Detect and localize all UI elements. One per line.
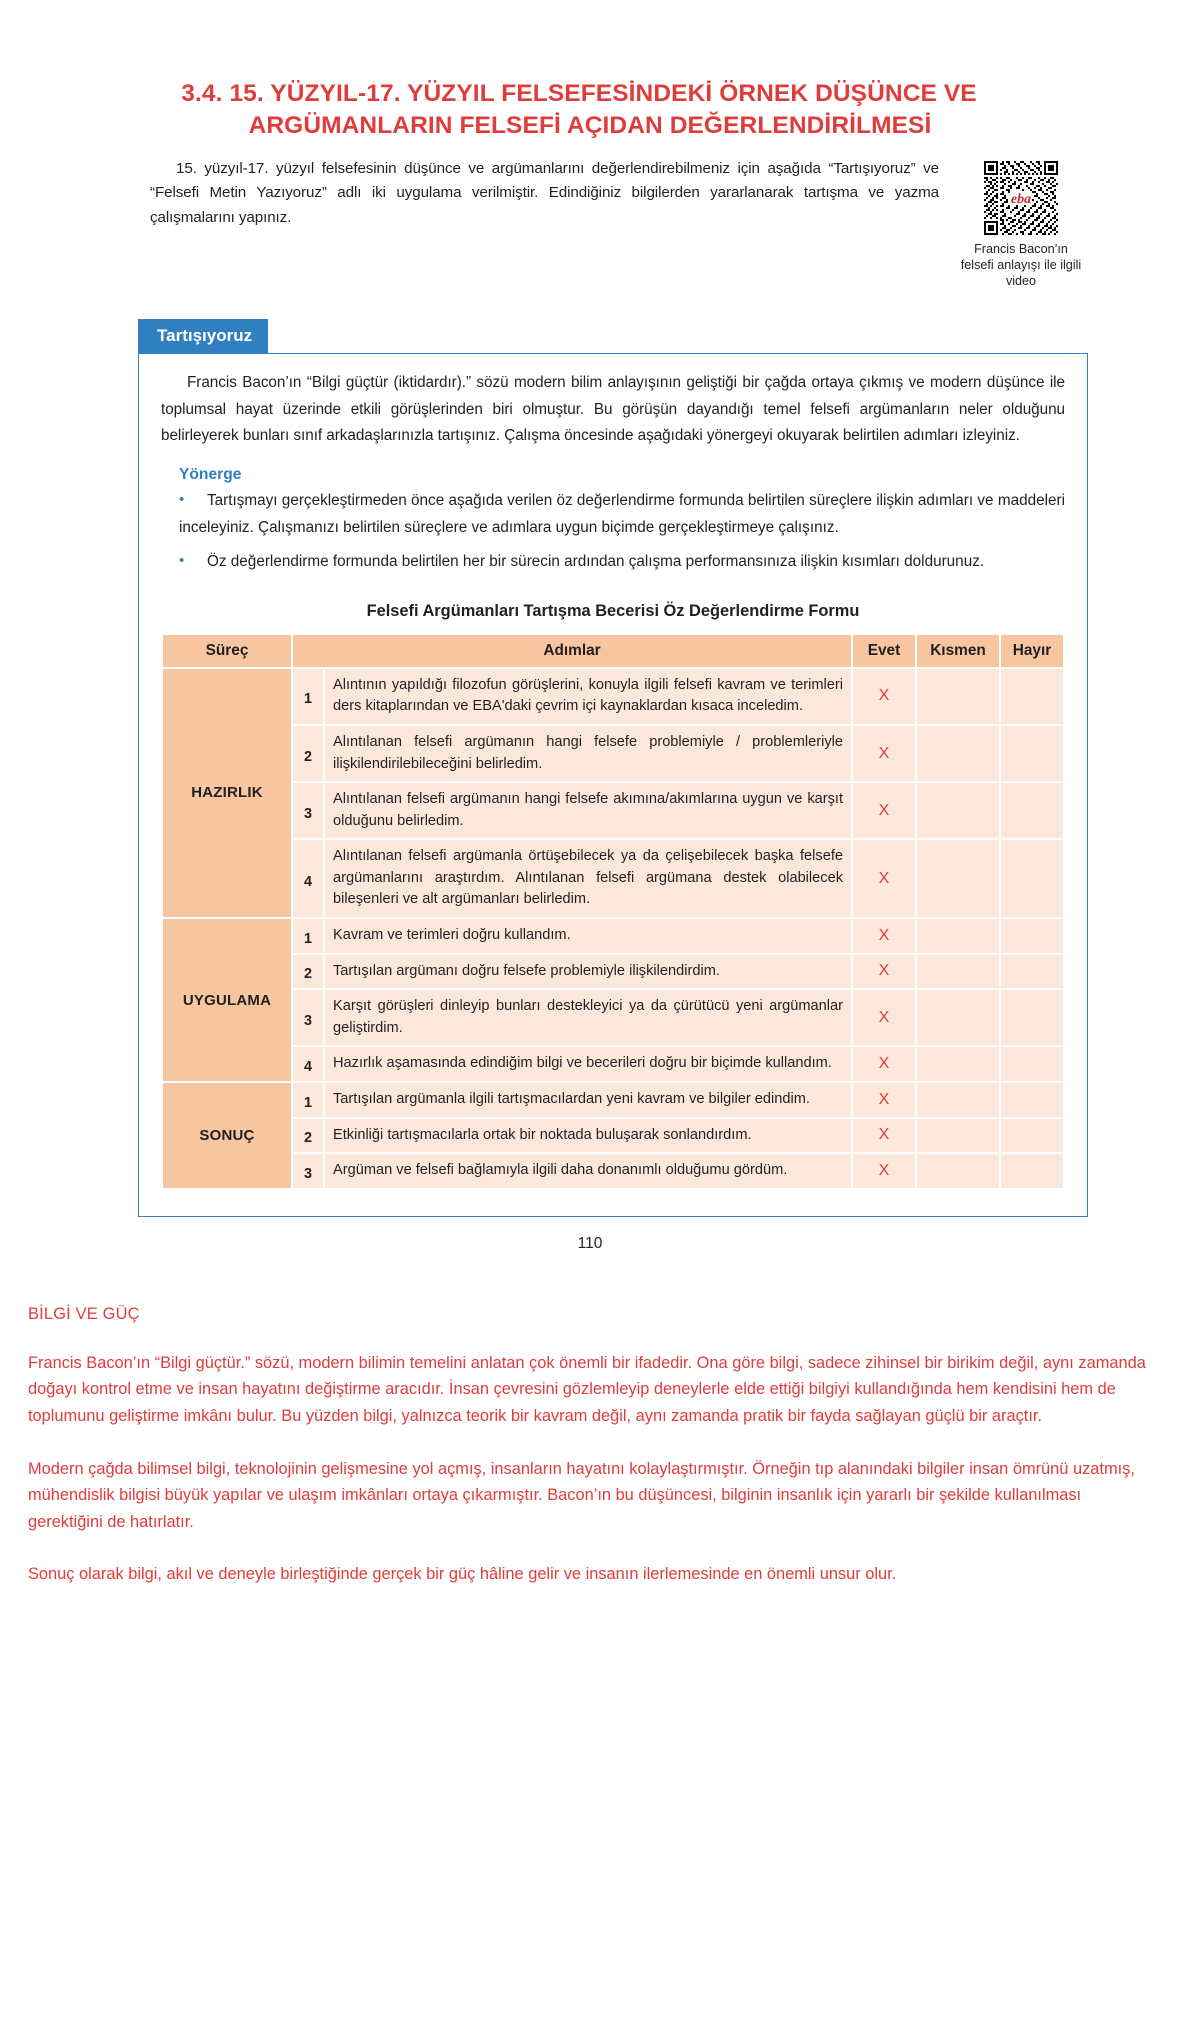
step-number: 1 bbox=[293, 1083, 323, 1117]
checkbox-cell-evet[interactable]: X bbox=[853, 1083, 915, 1117]
step-number: 3 bbox=[293, 1154, 323, 1188]
checkbox-cell-hayir[interactable] bbox=[1001, 1154, 1063, 1188]
activity-tab bbox=[138, 319, 1088, 353]
step-text: Alıntılanan felsefi argümanın hangi felsefe akımına/akımlarına uygun ve karşıt olduğunu belirledim. bbox=[325, 783, 851, 838]
checkbox-cell-kismen[interactable] bbox=[917, 1047, 999, 1081]
table-row bbox=[163, 783, 1063, 838]
activity-box bbox=[138, 353, 1088, 1217]
checkbox-cell-evet[interactable]: X bbox=[853, 783, 915, 838]
checkbox-cell-kismen[interactable] bbox=[917, 1154, 999, 1188]
eba-logo-text: eba bbox=[1010, 191, 1032, 207]
checkbox-cell-hayir[interactable] bbox=[1001, 919, 1063, 953]
activity-paragraph: Francis Bacon’ın “Bilgi güçtür (iktidardır).” sözü modern bilim anlayışının geliştiği bir çağda ortaya çıkmış ve modern düşünce ile toplumsal hayat üzerinde etkili görüşlerinden biri olmuştur. Bu görüşün dayandığı temel felsefi argümanların neler olduğunu belirleyerek bunları sınıf arkadaşlarınızla tartışınız. Çalışma öncesinde aşağıdaki yönergeyi okuyarak belirtilen adımları izleyiniz. bbox=[161, 374, 1065, 445]
step-number: 2 bbox=[293, 726, 323, 781]
step-number: 4 bbox=[293, 1047, 323, 1081]
tab-accent-bar bbox=[138, 319, 147, 353]
checkbox-cell-hayir[interactable] bbox=[1001, 669, 1063, 724]
yonerge-bullet-1-text: Tartışmayı gerçekleştirmeden önce aşağıda verilen öz değerlendirme formunda belirtilen süreçlere ilişkin adımları ve maddeleri inceleyiniz. Çalışmanızı belirtilen süreçlere ve adımlara uygun biçimde gerçekleştirmeye çalışınız. bbox=[179, 491, 1065, 536]
bullet-dot-icon: • bbox=[179, 552, 185, 570]
table-row bbox=[163, 919, 1063, 953]
essay-body bbox=[28, 1350, 1152, 1588]
yonerge-heading: Yönerge bbox=[179, 465, 242, 483]
step-number: 2 bbox=[293, 955, 323, 989]
checkbox-cell-hayir[interactable] bbox=[1001, 990, 1063, 1045]
table-body bbox=[163, 669, 1063, 1188]
step-text: Hazırlık aşamasında edindiğim bilgi ve becerileri doğru bir biçimde kullandım. bbox=[325, 1047, 851, 1081]
qr-caption: Francis Bacon’ın felsefi anlayışı ile ilgili video bbox=[960, 241, 1082, 288]
bullet-dot-icon: • bbox=[179, 490, 185, 508]
activity-section bbox=[138, 319, 1088, 1217]
step-text: Alıntılanan felsefi argümanın hangi felsefe problemiyle / problemleriyle ilişkilendirilebileceğini belirledim. bbox=[325, 726, 851, 781]
intro-text bbox=[150, 157, 957, 231]
qr-column bbox=[957, 157, 1085, 289]
table-row bbox=[163, 1083, 1063, 1117]
step-text: Alıntılanan felsefi argümanla örtüşebilecek ya da çelişebilecek başka felsefe argümanlarını araştırdım. Alıntılanan felsefi argümana destek olabilecek bileşenleri ve alt argümanları belirledim. bbox=[325, 840, 851, 917]
checkbox-cell-evet[interactable]: X bbox=[853, 955, 915, 989]
checkbox-cell-evet[interactable]: X bbox=[853, 1119, 915, 1153]
step-number: 3 bbox=[293, 990, 323, 1045]
table-row bbox=[163, 1119, 1063, 1153]
essay-heading: BİLGİ VE GÜÇ bbox=[28, 1304, 140, 1323]
step-number: 3 bbox=[293, 783, 323, 838]
page-number: 110 bbox=[577, 1234, 603, 1252]
page-title-line-2: ARGÜMANLARIN FELSEFİ AÇIDAN DEĞERLENDİRİLMESİ bbox=[248, 112, 932, 140]
checkbox-cell-hayir[interactable] bbox=[1001, 955, 1063, 989]
checkbox-cell-kismen[interactable] bbox=[917, 1083, 999, 1117]
header-kismen: Kısmen bbox=[917, 635, 999, 667]
checkbox-cell-evet[interactable]: X bbox=[853, 840, 915, 917]
process-group-label: SONUÇ bbox=[163, 1083, 291, 1188]
table-header-row bbox=[163, 635, 1063, 667]
checkbox-cell-kismen[interactable] bbox=[917, 1119, 999, 1153]
checkbox-cell-hayir[interactable] bbox=[1001, 1119, 1063, 1153]
self-assessment-form bbox=[161, 633, 1065, 1190]
checkbox-cell-hayir[interactable] bbox=[1001, 1047, 1063, 1081]
step-text: Alıntının yapıldığı filozofun görüşlerini, konuyla ilgili felsefi kavram ve terimleri ders kitaplarından ve EBA'daki çevrim içi kaynaklardan kısaca inceledim. bbox=[325, 669, 851, 724]
step-number: 1 bbox=[293, 669, 323, 724]
intro-paragraph: 15. yüzyıl-17. yüzyıl felsefesinin düşünce ve argümanlarını değerlendirebilmeniz için aşağıda “Tartışıyoruz” ve “Felsefi Metin Yazıyoruz” adlı iki uygulama verilmiştir. Edindiğiniz bilgilerden yararlanarak tartışma ve yazma çalışmalarını yapınız. bbox=[150, 159, 939, 226]
page-title-line-1: 3.4. 15. YÜZYIL-17. YÜZYIL FELSEFESİNDEKİ ÖRNEK DÜŞÜNCE VE bbox=[181, 80, 977, 107]
table-row bbox=[163, 955, 1063, 989]
checkbox-cell-evet[interactable]: X bbox=[853, 669, 915, 724]
essay-paragraph: Francis Bacon’ın “Bilgi güçtür.” sözü, modern bilimin temelini anlatan çok önemli bir ifadedir. Ona göre bilgi, sadece zihinsel bir birikim değil, aynı zamanda doğayı kontrol etme ve insan hayatını değiştirme aracıdır. İnsan çevresini gözlemleyip deneylerle elde ettiği bilgiyi kullandığında hem kendisini hem de toplumunu geliştirme imkânı bulur. Bu yüzden bilgi, yalnızca teorik bir kavram değil, aynı zamanda pratik bir fayda sağlayan güçlü bir araçtır. bbox=[28, 1353, 1146, 1425]
checkbox-cell-hayir[interactable] bbox=[1001, 726, 1063, 781]
checkbox-cell-kismen[interactable] bbox=[917, 990, 999, 1045]
checkbox-cell-evet[interactable]: X bbox=[853, 919, 915, 953]
table-row bbox=[163, 1047, 1063, 1081]
page-title bbox=[0, 0, 1180, 143]
essay-paragraph: Modern çağda bilimsel bilgi, teknolojinin gelişmesine yol açmış, insanların hayatını kolaylaştırmıştır. Örneğin tıp alanındaki bilgiler insan ömrünü uzatmış, mühendislik bilgisi büyük yapılar ve ulaşım imkânları ortaya çıkarmıştır. Bacon’ın bu düşüncesi, bilginin insanlık için yararlı bir şekilde kullanılması gerektiğini de hatırlatır. bbox=[28, 1459, 1135, 1531]
checkbox-cell-kismen[interactable] bbox=[917, 726, 999, 781]
step-text: Kavram ve terimleri doğru kullandım. bbox=[325, 919, 851, 953]
step-text: Karşıt görüşleri dinleyip bunları destekleyici ya da çürütücü yeni argümanlar geliştirdim. bbox=[325, 990, 851, 1045]
step-text: Tartışılan argümanla ilgili tartışmacılardan yeni kavram ve bilgiler edindim. bbox=[325, 1083, 851, 1117]
checkbox-cell-kismen[interactable] bbox=[917, 669, 999, 724]
table-row bbox=[163, 726, 1063, 781]
checkbox-cell-evet[interactable]: X bbox=[853, 1047, 915, 1081]
checkbox-cell-kismen[interactable] bbox=[917, 919, 999, 953]
table-row bbox=[163, 669, 1063, 724]
checkbox-cell-evet[interactable]: X bbox=[853, 990, 915, 1045]
header-hayir: Hayır bbox=[1001, 635, 1063, 667]
header-surec: Süreç bbox=[163, 635, 291, 667]
step-text: Etkinliği tartışmacılarla ortak bir noktada buluşarak sonlandırdım. bbox=[325, 1119, 851, 1153]
form-title: Felsefi Argümanları Tartışma Becerisi Öz Değerlendirme Formu bbox=[366, 601, 860, 620]
checkbox-cell-hayir[interactable] bbox=[1001, 783, 1063, 838]
step-number: 1 bbox=[293, 919, 323, 953]
step-number: 4 bbox=[293, 840, 323, 917]
intro-section bbox=[0, 143, 1180, 289]
header-evet: Evet bbox=[853, 635, 915, 667]
header-adimlar: Adımlar bbox=[293, 635, 851, 667]
table-row bbox=[163, 840, 1063, 917]
yonerge-bullet-2-text: Öz değerlendirme formunda belirtilen her bir sürecin ardından çalışma performansınıza ilişkin kısımları doldurunuz. bbox=[207, 553, 985, 571]
process-group-label: UYGULAMA bbox=[163, 919, 291, 1081]
table-row bbox=[163, 990, 1063, 1045]
qr-code-icon[interactable] bbox=[984, 161, 1058, 235]
checkbox-cell-hayir[interactable] bbox=[1001, 840, 1063, 917]
activity-tab-label: Tartışıyoruz bbox=[147, 319, 268, 353]
checkbox-cell-hayir[interactable] bbox=[1001, 1083, 1063, 1117]
essay-section bbox=[0, 1253, 1180, 1614]
yonerge-bullet-2 bbox=[161, 549, 1065, 576]
checkbox-cell-kismen[interactable] bbox=[917, 783, 999, 838]
step-text: Argüman ve felsefi bağlamıyla ilgili daha donanımlı olduğumu gördüm. bbox=[325, 1154, 851, 1188]
process-group-label: HAZIRLIK bbox=[163, 669, 291, 917]
checkbox-cell-evet[interactable]: X bbox=[853, 726, 915, 781]
yonerge-bullet-1 bbox=[161, 488, 1065, 541]
essay-paragraph: Sonuç olarak bilgi, akıl ve deneyle birleştiğinde gerçek bir güç hâline gelir ve insanın ilerlemesinde en önemli unsur olur. bbox=[28, 1565, 897, 1584]
table-row bbox=[163, 1154, 1063, 1188]
qr-code-svg bbox=[984, 161, 1058, 235]
step-text: Tartışılan argümanı doğru felsefe problemiyle ilişkilendirdim. bbox=[325, 955, 851, 989]
checkbox-cell-evet[interactable]: X bbox=[853, 1154, 915, 1188]
checkbox-cell-kismen[interactable] bbox=[917, 955, 999, 989]
step-number: 2 bbox=[293, 1119, 323, 1153]
checkbox-cell-kismen[interactable] bbox=[917, 840, 999, 917]
